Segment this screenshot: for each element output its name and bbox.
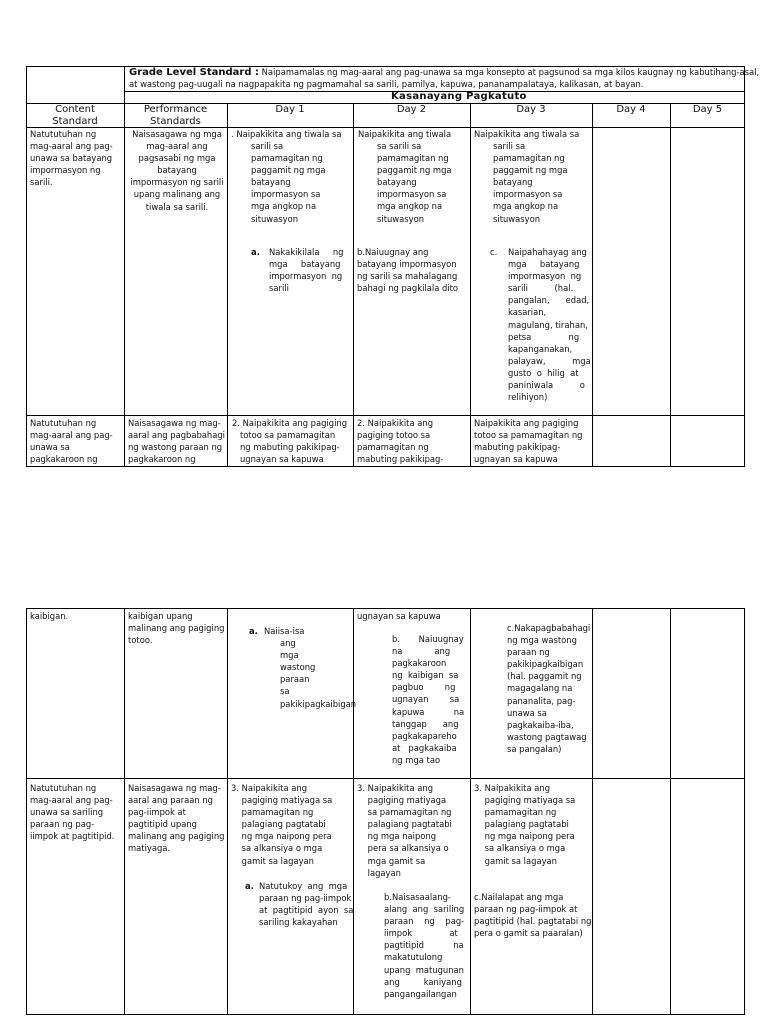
grade-level-standard-label: Grade Level Standard : (129, 67, 259, 78)
header-content-standard: Content Standard (52, 104, 98, 127)
rule (26, 415, 745, 416)
row4-day2-objective: 3. Naipakikita ang pagiging matiyaga sa pamamagitan ng palagiang pagtatabi ng mga naipong pera sa alkansiya o mga gamit sa lagayan (357, 783, 452, 878)
row4-performance-standard: Naisasagawa ng mag- aaral ang paraan ng pag-iimpok at pagtitipid upang malinang ang pagiging matiyaga. (128, 783, 225, 854)
rule (353, 103, 354, 467)
row1-day3-marker: c. (490, 247, 498, 257)
header-day-3: Day 3 (516, 104, 546, 115)
rule (670, 103, 671, 467)
row3-content-standard: kaibigan. (30, 611, 69, 621)
rule (124, 608, 125, 1015)
header-day-4: Day 4 (616, 104, 646, 115)
row2-day3-objective: Naipakikita ang pagiging totoo sa pamamagitan ng mabuting pakikipag- ugnayan sa kapuwa (474, 418, 583, 465)
header-performance-standards: Performance Standards (143, 104, 208, 127)
header-day-2: Day 2 (396, 104, 427, 115)
row3-day1-competency: Naiisa-isa ang mga wastong paraan sa pakikipagkaibigan (264, 626, 357, 709)
rule (592, 608, 593, 1015)
row1-day1-detail: sarili sa pamamagitan ng paggamit ng mga batayang impormasyon sa mga angkop na situwasyon (251, 141, 326, 224)
rule (227, 103, 228, 467)
row1-day1-marker: a. (251, 247, 260, 257)
row4-day2-competency: b.Naisasaalang- alang ang sariling paraan ng pag- iimpok at pagtitipid na makatutulong upang matugunan ang kaniyang pangangailangan (384, 892, 465, 999)
row2-day1-objective: 2. Naipakikita ang pagiging totoo sa pamamagitan ng mabuting pakikipag- ugnayan sa kapuwa (232, 418, 348, 465)
row4-day3-competency: c.Nailalapat ang mga paraan ng pag-iimpok at pagtitipid (hal. pagtatabi ng pera o gamit sa paaralan) (474, 892, 592, 939)
grade-level-standard (129, 67, 759, 79)
row1-content-standard: Natututuhan ng mag-aaral ang pag- unawa sa batayang impormasyon ng sarili. (30, 129, 113, 188)
rule (227, 608, 228, 1015)
row3-day1-marker: a. (249, 626, 258, 636)
row3-performance-standard: kaibigan upang malinang ang pagiging totoo. (128, 611, 225, 646)
grade-level-standard-text-2: at wastong pag-uugali na nagpapakita ng pagmamahal sa sarili, pamilya, kapuwa, pananampalataya, kalikasan, at bayan. (129, 79, 644, 89)
rule (470, 103, 471, 467)
row1-day2-detail: sa sarili sa pamamagitan ng paggamit ng mga batayang impormasyon sa mga angkop na situwasyon (377, 141, 452, 224)
row4-day1-objective: 3. Naipakikita ang pagiging matiyaga sa pamamagitan ng palagiang pagtatabi ng mga naipong pera sa alkansiya o mga gamit sa lagayan (231, 783, 333, 866)
rule (26, 778, 745, 779)
row1-day2-competency: b.Naiuugnay ang batayang impormasyon ng sarili sa mahalagang bahagi ng pagkilala dito (357, 247, 459, 294)
row1-day2-objective: Naipakikita ang tiwala (358, 129, 452, 139)
row2-day2-objective: 2. Naipakikita ang pagiging totoo sa pamamagitan ng mabuting pakikipag- (357, 418, 444, 465)
row4-day1-competency: Natutukoy ang mga paraan ng pag-iimpok at pagtitipid ayon sa sariling kakayahan (259, 881, 354, 928)
row3-day3-competency: c.Nakapagbabahagi ng mga wastong paraan ng pakikipagkaibigan (hal. paggamit ng magagalang na pananalita, pag- unawa sa pagkakaiba-iba, wastong pagtawag sa pangalan) (507, 623, 591, 754)
row4-day1-marker: a. (245, 881, 254, 891)
row3-day2-continuation: ugnayan sa kapuwa (357, 611, 441, 621)
rule (592, 103, 593, 467)
row1-day3-competency: Naipahahayag ang mga batayang impormasyon ng sarili (hal. pangalan, edad, kasarian, magulang, tirahan, petsa ng kapanganakan, palayaw, mga gusto o hilig at paniniwala o relihiyon) (508, 247, 591, 403)
header-day-5: Day 5 (692, 104, 723, 115)
rule (470, 608, 471, 1015)
kasanayang-pagkatuto-heading: Kasanayang Pagkatuto (391, 91, 527, 102)
header-day-1: Day 1 (275, 104, 305, 115)
row3-day2-competency: b. Naiuugnay na ang pagkakaroon ng kaibigan sa pagbuo ng ugnayan sa kapuwa na tanggap ang pagkakapareho at pagkakaiba ng mga tao (392, 634, 465, 765)
row4-day3-objective: 3. Naipakikita ang pagiging matiyaga sa pamamagitan ng palagiang pagtatabi ng mga naipong pera sa alkansiya o mga gamit sa lagayan (474, 783, 576, 866)
row1-day3-objective: Naipakikita ang tiwala sa (474, 129, 580, 139)
row2-content-standard: Natututuhan ng mag-aaral ang pag- unawa sa pagkakaroon ng (30, 418, 113, 465)
row1-performance-standard: Naisasagawa ng mga mag-aaral ang pagsasabi ng mga batayang impormasyon ng sarili upang malinang ang tiwala sa sarili. (130, 129, 224, 212)
grade-level-standard-text: Naipamamalas ng mag-aaral ang pag-unawa sa mga konsepto at pagsunod sa mga kilos kaugnay ng kabutihang-asal, (259, 67, 760, 77)
row2-performance-standard: Naisasagawa ng mag- aaral ang pagbabahagi ng wastong paraan ng pagkakaroon ng (128, 418, 225, 465)
row1-day1-competency: Nakakikilala ng mga batayang impormasyon ng sarili (269, 247, 344, 294)
row1-day1-objective: . Naipakikita ang tiwala sa (231, 129, 342, 139)
row4-content-standard: Natututuhan ng mag-aaral ang pag- unawa sa sariling paraan ng pag- iimpok at pagtitipid. (30, 783, 115, 842)
row1-day3-detail: sarili sa pamamagitan ng paggamit ng mga batayang impormasyon sa mga angkop na situwasyon (493, 141, 568, 224)
rule (670, 608, 671, 1015)
